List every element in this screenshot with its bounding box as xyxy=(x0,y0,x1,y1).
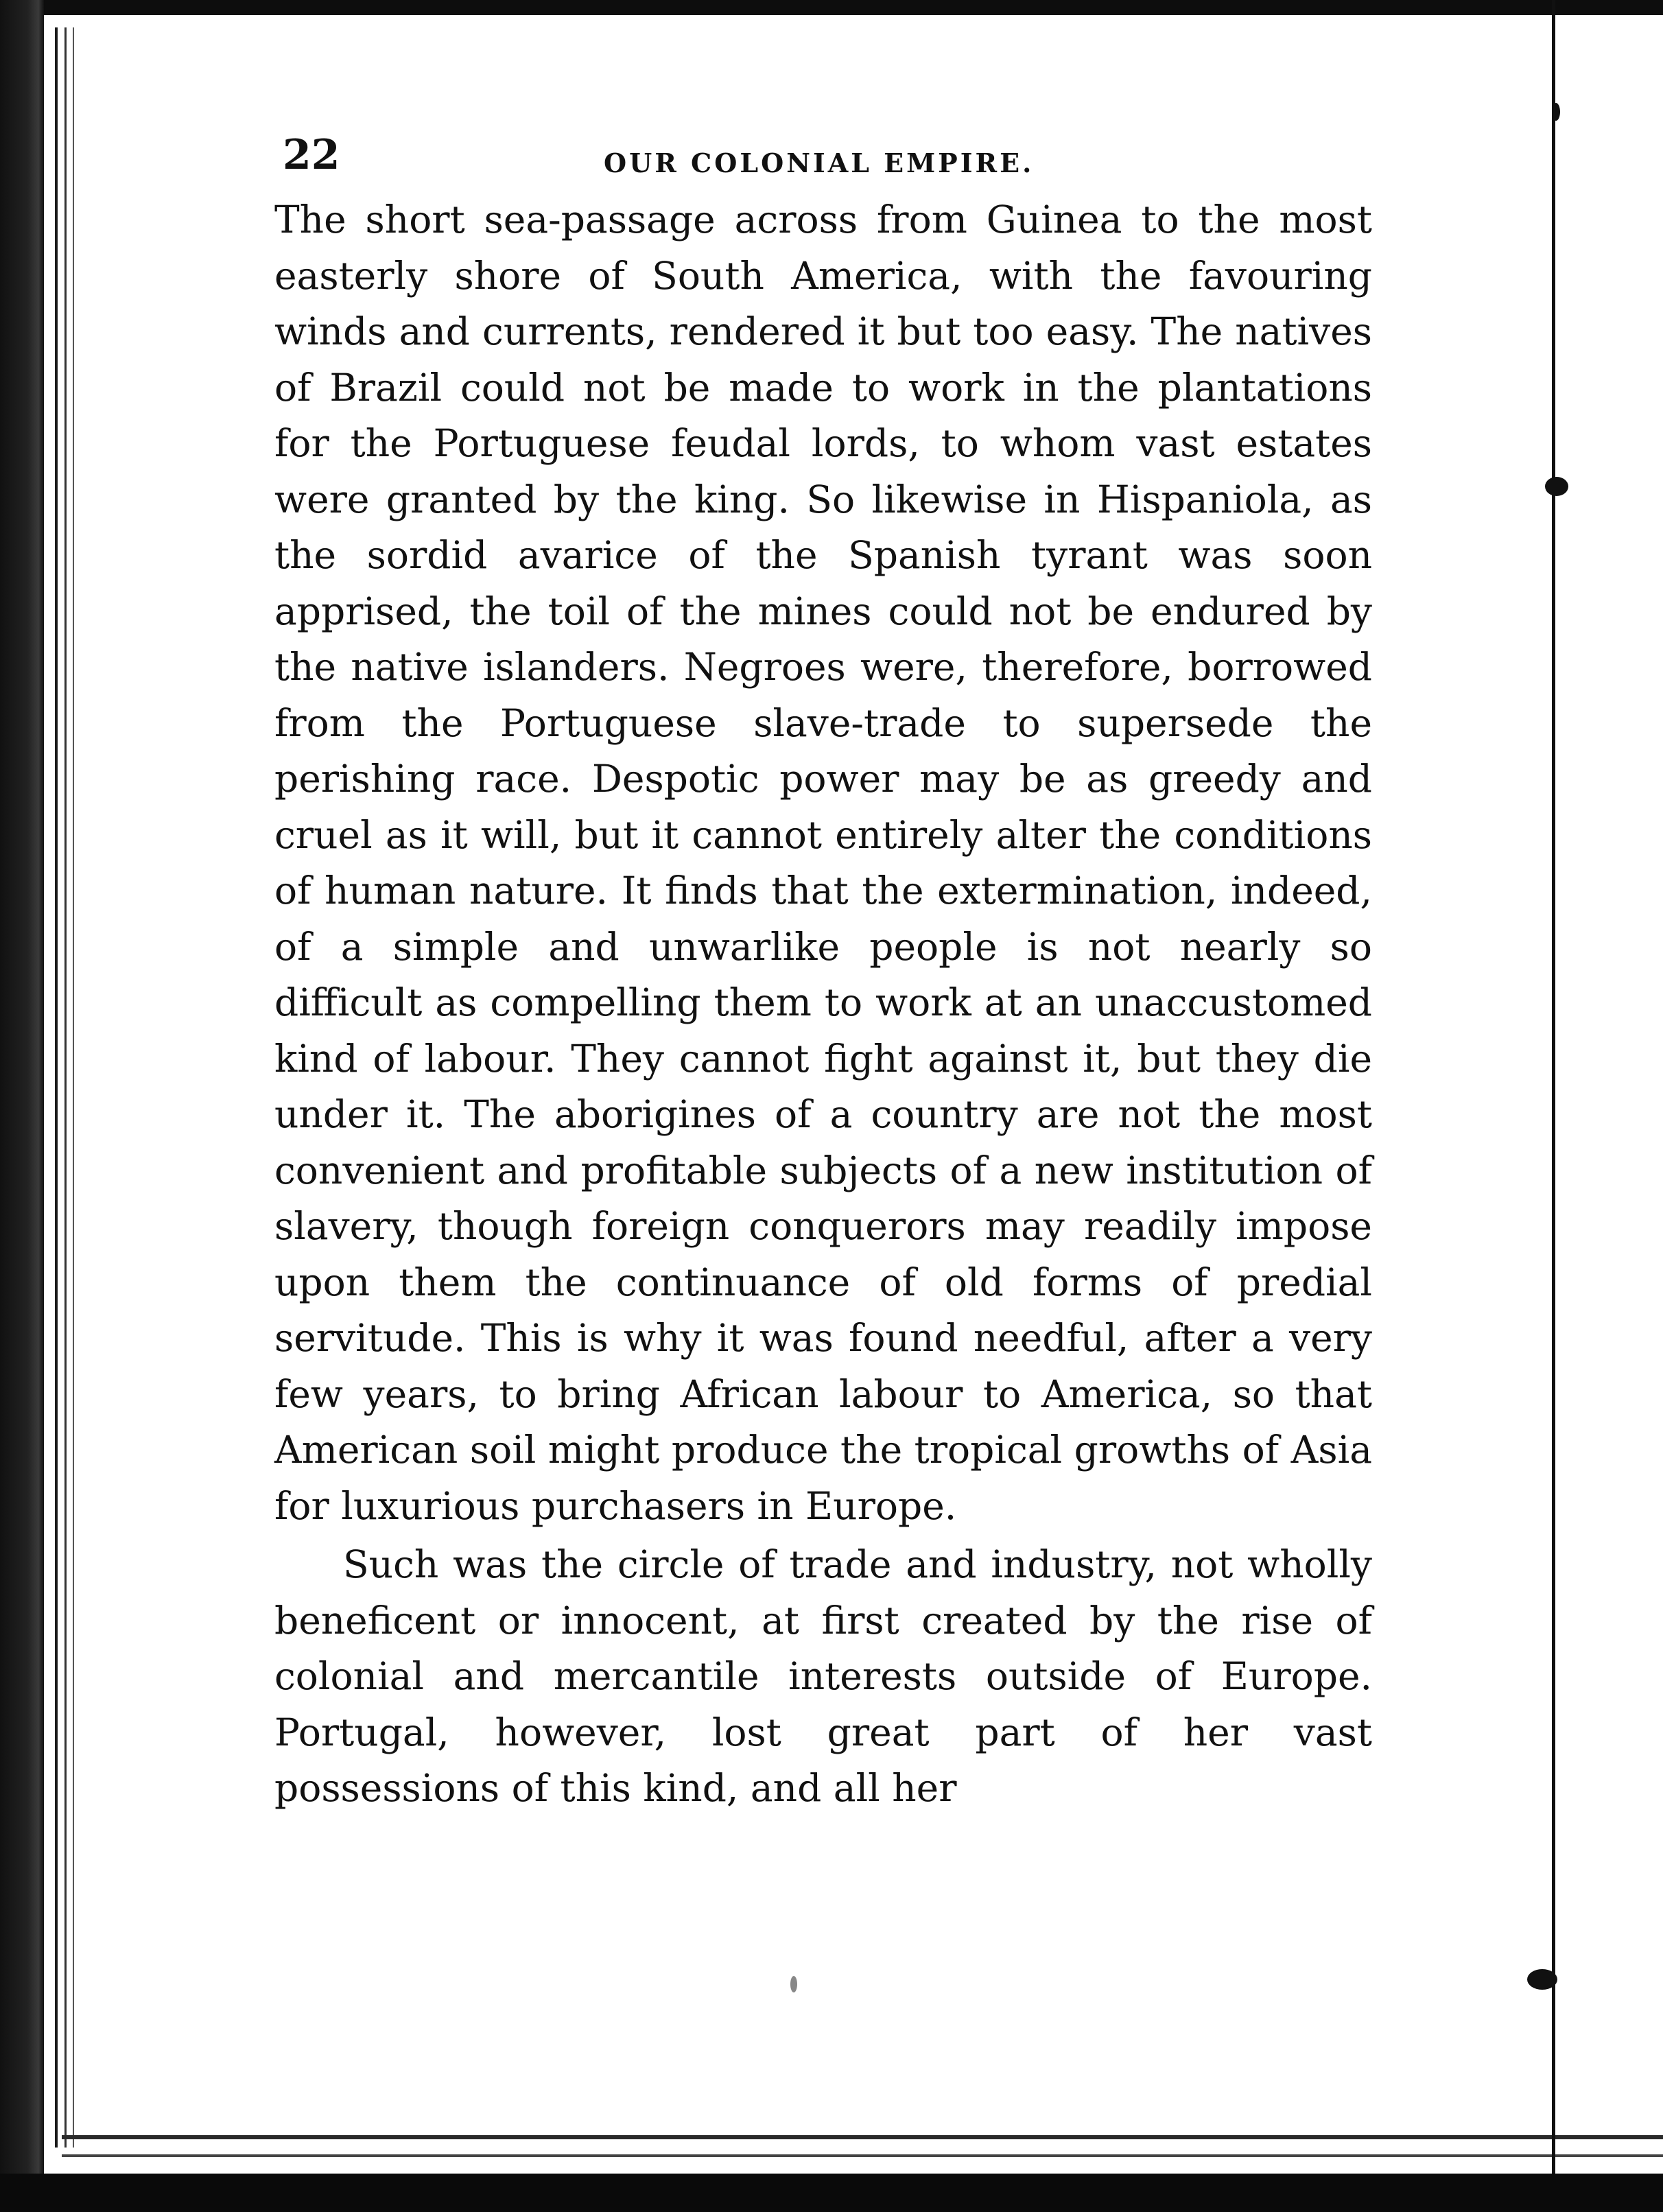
scan-speck xyxy=(1552,103,1560,121)
page-bottom-edge xyxy=(62,2135,1663,2139)
page-number: 22 xyxy=(283,131,340,179)
scan-bottom-border xyxy=(0,2174,1663,2212)
scan-speck xyxy=(1527,1969,1557,1990)
page-edge-line xyxy=(55,27,58,2148)
page-edge-line xyxy=(73,27,74,2148)
running-head: OUR COLONIAL EMPIRE. xyxy=(604,148,1035,178)
page-header xyxy=(274,123,1372,192)
body-paragraph: The short sea-passage across from Guinea to the most easterly shore of South America, with the favouring winds and currents, rendered it but too easy. The natives of Brazil could not be made to work in the plantations for the Portuguese feudal lords, to whom vast estates were granted by the king. So likewise in Hispaniola, as the sordid avarice of the Spanish tyrant was soon apprised, the toil of the mines could not be endured by the native islanders. Negroes were, therefore, borrowed from the Portuguese slave-trade to supersede the perishing race. Despotic power may be as greedy and cruel as it will, but it cannot entirely alter the conditions of human nature. It finds that the extermination, indeed, of a simple and unwarlike people is not nearly so difficult as compelling them to work at an unaccustomed kind of labour. They cannot fight against it, but they die under it. The aborigines of a country are not the most convenient and profitable subjects of a new institution of slavery, though foreign conquerors may readily impose upon them the continuance of old forms of predial servitude. This is why it was found needful, after a very few years, to bring African labour to America, so that American soil might produce the tropical growths of Asia for luxurious purchasers in Europe. xyxy=(274,198,1372,1528)
page-edge-line xyxy=(64,27,67,2148)
book-page xyxy=(274,123,1372,1817)
scan-top-border xyxy=(0,0,1663,15)
scan-left-border xyxy=(0,0,44,2212)
page-bottom-edge xyxy=(62,2154,1663,2157)
scan-speck xyxy=(1545,477,1568,496)
body-paragraph: Such was the circle of trade and industry, not wholly beneficent or innocent, at first created by the rise of colonial and mercantile interests outside of Europe. Portugal, however, lost great part of her vast possessions of this kind, and all her xyxy=(274,1542,1372,1810)
gutter-line xyxy=(1552,0,1555,2174)
scan-speck xyxy=(790,1976,797,1992)
